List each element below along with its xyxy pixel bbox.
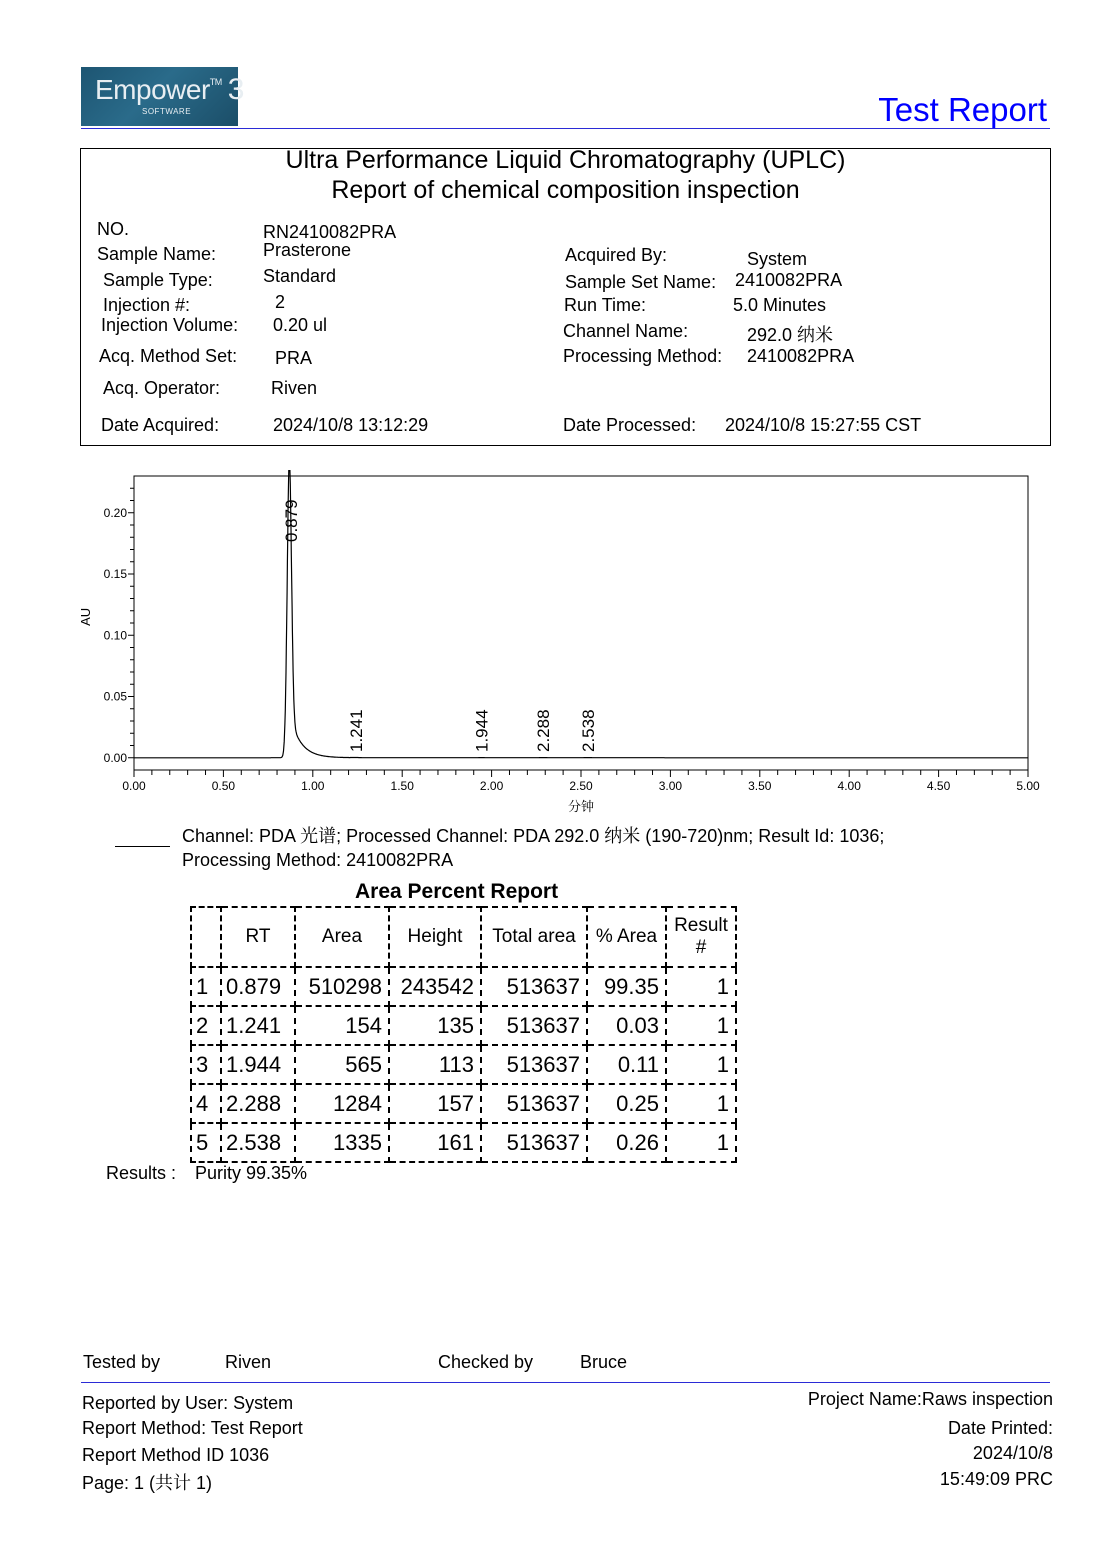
cell-height: 161	[389, 1123, 481, 1162]
injection-num-value: 2	[275, 292, 286, 312]
peak-label: 2.538	[578, 709, 598, 752]
cell-pct-area: 0.03	[587, 1006, 666, 1045]
peak-label: 1.241	[346, 709, 366, 752]
cell-height: 135	[389, 1006, 481, 1045]
y-tick-label: 0.15	[103, 567, 127, 581]
date-acquired-value: 2024/10/8 13:12:29	[273, 415, 429, 435]
acq-operator-value: Riven	[271, 378, 318, 398]
cell-height: 243542	[389, 967, 481, 1006]
cell-rt: 1.944	[221, 1045, 295, 1084]
x-tick-label: 0.00	[122, 779, 146, 793]
x-tick-label: 3.00	[658, 779, 683, 793]
acquired-by-label: Acquired By:	[565, 245, 668, 265]
table-row	[191, 1084, 736, 1123]
cell-result-num: 1	[666, 1045, 736, 1084]
processing-method-value: 2410082PRA	[747, 346, 855, 366]
cell-area: 1335	[295, 1123, 389, 1162]
cell-index: 5	[191, 1123, 221, 1162]
cell-rt: 2.538	[221, 1123, 295, 1162]
checked-by-label: Checked by	[438, 1352, 534, 1372]
legend-processing-method: Processing Method: 2410082PRA	[182, 850, 454, 870]
no-label: NO.	[97, 219, 130, 239]
y-tick-label: 0.10	[103, 628, 127, 643]
area-report-title: Area Percent Report	[355, 880, 559, 903]
col-index	[191, 907, 221, 967]
run-time-value: 5.0 Minutes	[733, 295, 827, 315]
sample-name-label: Sample Name:	[97, 244, 217, 264]
injection-num-label: Injection #:	[103, 295, 191, 315]
acquired-by-value: System	[747, 249, 808, 269]
table-row	[191, 1006, 736, 1045]
date-processed-value: 2024/10/8 15:27:55 CST	[725, 415, 922, 435]
x-tick-label: 3.50	[748, 779, 772, 793]
table-row	[191, 1045, 736, 1084]
x-tick-label: 5.00	[1016, 779, 1040, 793]
y-tick-label: 0.00	[103, 750, 127, 765]
cell-rt: 2.288	[221, 1084, 295, 1123]
area-percent-table	[190, 906, 737, 1163]
cell-rt: 1.241	[221, 1006, 295, 1045]
report-heading-line1: Ultra Performance Liquid Chromatography (UPLC)	[285, 146, 846, 174]
sample-type-label: Sample Type:	[103, 270, 213, 290]
table-row	[191, 1123, 736, 1162]
cell-area: 565	[295, 1045, 389, 1084]
x-tick-label: 2.50	[569, 779, 593, 793]
date-printed: 2024/10/8	[972, 1443, 1053, 1463]
sample-info-box	[80, 148, 1051, 446]
sample-name-value: Prasterone	[263, 240, 352, 260]
cell-area: 1284	[295, 1084, 389, 1123]
cell-result-num: 1	[666, 967, 736, 1006]
results-label: Results :	[106, 1163, 177, 1183]
acq-operator-label: Acq. Operator:	[103, 378, 221, 398]
legend-channel: Channel: PDA 光谱; Processed Channel: PDA 292.0 纳米 (190-720)nm; Result Id: 1036;	[182, 826, 885, 846]
cell-height: 113	[389, 1045, 481, 1084]
tested-by-value: Riven	[225, 1352, 272, 1372]
x-tick-label: 4.50	[926, 779, 951, 793]
date-printed-label: Date Printed:	[947, 1418, 1053, 1438]
col-total-area: Total area	[481, 907, 587, 967]
cell-area: 154	[295, 1006, 389, 1045]
empower-logo	[81, 67, 244, 126]
results-purity: Purity 99.35%	[195, 1163, 308, 1183]
col-result-num: Result #	[666, 907, 736, 967]
sample-type-value: Standard	[263, 266, 337, 286]
cell-index: 4	[191, 1084, 221, 1123]
date-processed-label: Date Processed:	[563, 415, 697, 435]
cell-result-num: 1	[666, 1123, 736, 1162]
col-area: Area	[295, 907, 389, 967]
x-tick-label: 1.50	[390, 779, 414, 793]
page-number: Page: 1 (共计 1)	[82, 1473, 213, 1493]
table-row	[191, 967, 736, 1006]
reported-by: Reported by User: System	[82, 1393, 294, 1413]
cell-total-area: 513637	[481, 967, 587, 1006]
y-axis-label: AU	[78, 607, 93, 626]
processing-method-label: Processing Method:	[563, 346, 723, 366]
project-name: Project Name:Raws inspection	[807, 1389, 1053, 1409]
col-height: Height	[389, 907, 481, 967]
x-tick-label: 2.00	[479, 779, 504, 793]
cell-total-area: 513637	[481, 1045, 587, 1084]
report-method: Report Method: Test Report	[82, 1418, 303, 1438]
peak-label: 2.288	[534, 709, 554, 752]
logo-version: 3	[227, 73, 244, 106]
cell-area: 510298	[295, 967, 389, 1006]
cell-result-num: 1	[666, 1006, 736, 1045]
cell-index: 1	[191, 967, 221, 1006]
table-header-row	[191, 907, 736, 967]
injection-volume-label: Injection Volume:	[101, 315, 239, 335]
logo-subtitle: SOFTWARE	[142, 107, 192, 116]
checked-by-value: Bruce	[580, 1352, 628, 1372]
sample-set-name-value: 2410082PRA	[735, 270, 843, 290]
channel-name-label: Channel Name:	[563, 321, 689, 341]
run-time-label: Run Time:	[564, 295, 647, 315]
col-rt: RT	[221, 907, 295, 967]
peak-label: 0.879	[282, 499, 302, 542]
cell-total-area: 513637	[481, 1084, 587, 1123]
report-title: Test Report	[878, 91, 1047, 128]
x-tick-label: 0.50	[211, 779, 236, 793]
col-pct-area: % Area	[587, 907, 666, 967]
time-printed: 15:49:09 PRC	[939, 1469, 1053, 1489]
chromatogram	[70, 470, 1060, 820]
no-value: RN2410082PRA	[263, 222, 397, 242]
report-heading-line2: Report of chemical composition inspection	[331, 176, 800, 204]
acq-method-set-value: PRA	[275, 348, 313, 368]
cell-rt: 0.879	[221, 967, 295, 1006]
peak-label: 1.944	[472, 709, 492, 752]
logo-tm: TM	[209, 77, 222, 87]
cell-index: 3	[191, 1045, 221, 1084]
x-tick-label: 1.00	[301, 779, 325, 793]
channel-name-value: 292.0 纳米	[747, 325, 834, 345]
y-tick-label: 0.05	[103, 689, 127, 704]
cell-pct-area: 0.26	[587, 1123, 666, 1162]
header-divider	[81, 128, 1050, 129]
logo-text: Empower	[95, 74, 210, 105]
date-acquired-label: Date Acquired:	[101, 415, 220, 435]
legend-swatch	[115, 846, 170, 847]
sample-set-name-label: Sample Set Name:	[565, 272, 717, 292]
cell-pct-area: 0.25	[587, 1084, 666, 1123]
x-tick-label: 4.00	[837, 779, 861, 793]
cell-result-num: 1	[666, 1084, 736, 1123]
cell-total-area: 513637	[481, 1006, 587, 1045]
y-tick-label: 0.20	[103, 505, 127, 520]
report-method-id: Report Method ID 1036	[82, 1445, 270, 1465]
tested-by-label: Tested by	[83, 1352, 161, 1372]
acq-method-set-label: Acq. Method Set:	[99, 346, 238, 366]
cell-height: 157	[389, 1084, 481, 1123]
cell-total-area: 513637	[481, 1123, 587, 1162]
cell-pct-area: 0.11	[587, 1045, 666, 1084]
cell-pct-area: 99.35	[587, 967, 666, 1006]
injection-volume-value: 0.20 ul	[273, 315, 328, 335]
footer-divider	[81, 1382, 1050, 1383]
x-axis-label: 分钟	[567, 799, 595, 814]
cell-index: 2	[191, 1006, 221, 1045]
